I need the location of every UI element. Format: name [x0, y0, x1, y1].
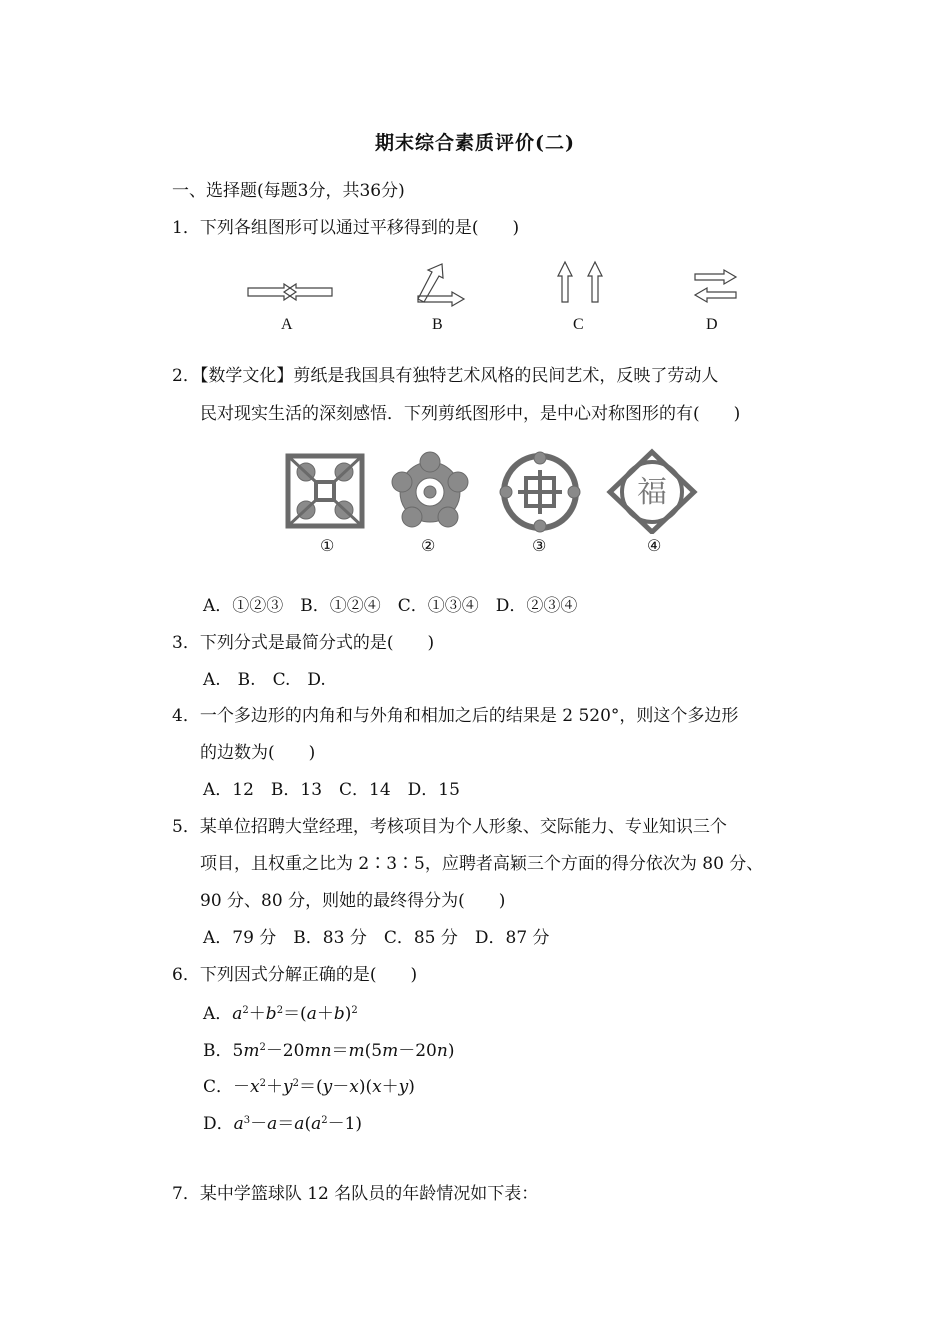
q2-label-3: ③: [532, 538, 547, 555]
question-5-stem-line3: 90 分、80 分，则她的最终得分为( ): [200, 891, 506, 911]
figure-a-arrows: [248, 284, 332, 300]
figure-b-arrows: [418, 264, 464, 306]
figure-c-arrows: [558, 262, 602, 302]
section-heading: 一、选择题(每题3分，共36分): [172, 181, 405, 201]
q1-label-a: A: [281, 316, 293, 333]
q2-label-2: ②: [421, 538, 436, 555]
q1-label-b: B: [432, 316, 443, 333]
fu-character: 福: [637, 475, 667, 510]
figure-d-arrows: [695, 270, 736, 302]
question-2-options: A．①②③ B．①②④ C．①③④ D．②③④: [203, 596, 578, 616]
question-5-stem-line1: 5．某单位招聘大堂经理，考核项目为个人形象、交际能力、专业知识三个: [172, 817, 727, 837]
q1-label-c: C: [573, 316, 584, 333]
q1-figures: [240, 258, 740, 308]
q2-papercut-figures: [280, 448, 710, 534]
question-4-stem-line2: 的边数为( ): [200, 743, 316, 763]
question-5-stem-line2: 项目，且权重之比为 2∶3∶5，应聘者高颖三个方面的得分依次为 80 分、: [200, 854, 764, 874]
question-4-stem-line1: 4．一个多边形的内角和与外角和相加之后的结果是 2 520°，则这个多边形: [172, 706, 739, 726]
question-3-stem: 3．下列分式是最简分式的是( ): [172, 633, 435, 653]
question-6-option-a: A．$a^2+b^2=(a+b)^2$: [203, 1004, 358, 1024]
papercut-2-image: [392, 452, 468, 527]
question-4-options: A．12 B．13 C．14 D．15: [203, 780, 460, 800]
page-title: 期末综合素质评价(二): [375, 132, 575, 154]
question-6-option-c: C．$-x^2+y^2=(y-x)(x+y)$: [203, 1077, 415, 1097]
question-5-options: A．79 分 B．83 分 C．85 分 D．87 分: [203, 928, 550, 948]
question-2-stem-line2: 民对现实生活的深刻感悟．下列剪纸图形中，是中心对称图形的有( ): [200, 404, 741, 424]
question-6-stem: 6．下列因式分解正确的是( ): [172, 965, 418, 985]
papercut-3-image: [500, 452, 580, 532]
question-6-option-d: D．$a^3-a=a(a^2-1)$: [203, 1114, 363, 1134]
q2-label-1: ①: [320, 538, 335, 555]
question-1-stem: 1．下列各组图形可以通过平移得到的是( ): [172, 218, 520, 238]
question-7-stem: 7．某中学篮球队 12 名队员的年龄情况如下表：: [172, 1184, 539, 1204]
papercut-1-image: [288, 456, 362, 526]
q1-label-d: D: [706, 316, 718, 333]
question-3-options: A. B. C. D.: [203, 670, 326, 690]
q2-label-4: ④: [647, 538, 662, 555]
question-2-stem-line1: 2．【数学文化】剪纸是我国具有独特艺术风格的民间艺术，反映了劳动人: [172, 366, 719, 386]
question-6-option-b: B．$5m^2-20mn=m(5m-20n)$: [203, 1041, 455, 1061]
